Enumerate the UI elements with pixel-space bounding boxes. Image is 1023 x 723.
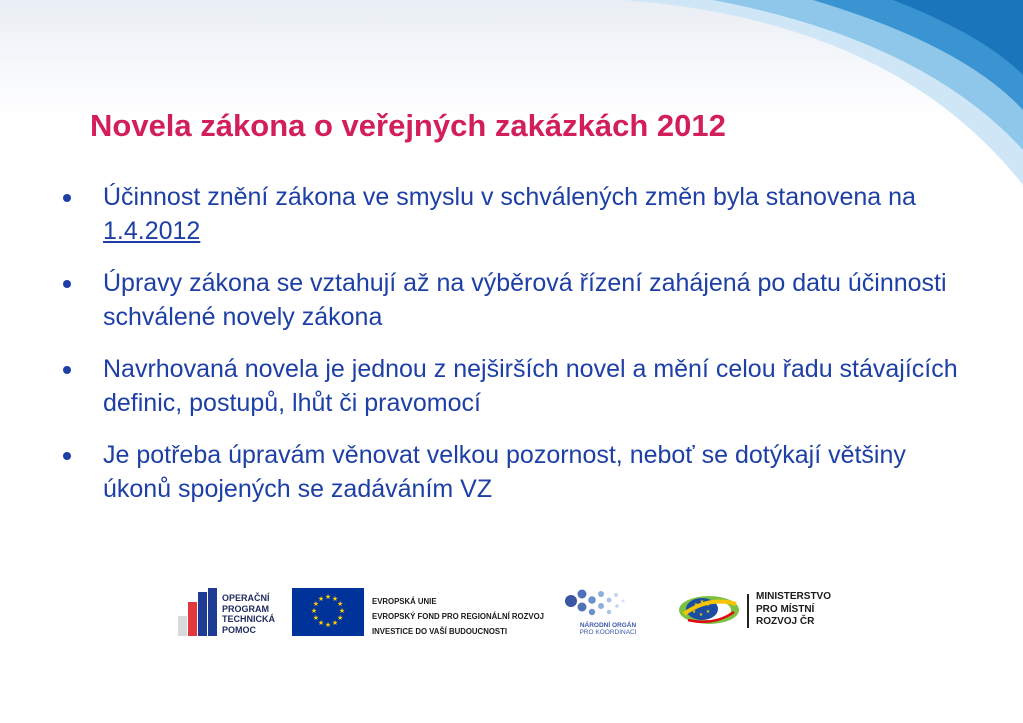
bullet-icon <box>63 452 71 460</box>
svg-text:★: ★ <box>691 609 697 615</box>
svg-text:★: ★ <box>705 602 711 608</box>
svg-text:★: ★ <box>699 599 705 605</box>
bullet-text: Navrhovaná novela je jednou z nejširších novel a mění celou řadu stávajících definic, postupů, lhůt či pravomocí <box>103 355 958 417</box>
mmr-logo-line: PRO MÍSTNÍ <box>756 603 815 615</box>
optp-logo-line: OPERAČNÍ <box>222 593 270 603</box>
bullet-text: Úpravy zákona se vztahují až na výběrová řízení zahájená po datu účinnosti schválené novely zákona <box>103 269 947 331</box>
narodni-organ-logo-icon <box>562 585 632 625</box>
svg-text:★: ★ <box>317 594 325 603</box>
svg-text:★: ★ <box>310 607 318 615</box>
bullet-item <box>60 438 980 506</box>
eu-logo-text <box>372 594 544 639</box>
svg-text:★: ★ <box>338 607 346 615</box>
slide-title: Novela zákona o veřejných zakázkách 2012 <box>90 108 726 143</box>
svg-text:★: ★ <box>693 602 699 608</box>
mmr-logo-text <box>756 591 831 629</box>
narodni-organ-logo-line: NÁRODNÍ ORGÁN <box>579 622 637 629</box>
bullet-text: Účinnost znění zákona ve smyslu v schválených změn byla stanovena na <box>103 183 916 211</box>
svg-text:★: ★ <box>336 614 344 622</box>
mmr-logo-line: MINISTERSTVO <box>756 591 832 602</box>
svg-text:★: ★ <box>331 594 339 603</box>
eu-logo-line: EVROPSKÝ FOND PRO REGIONÁLNÍ ROZVOJ <box>372 612 544 621</box>
bullet-item <box>60 180 980 248</box>
svg-text:★: ★ <box>324 593 332 601</box>
optp-logo-line: TECHNICKÁ <box>222 614 275 624</box>
optp-logo-line: PROGRAM <box>222 603 269 614</box>
bullet-item <box>60 352 980 420</box>
bullet-icon <box>63 366 71 374</box>
narodni-organ-logo-line: PRO KOORDINACI <box>579 629 637 636</box>
optp-logo-line: POMOC <box>222 624 257 635</box>
mmr-logo-line: ROZVOJ ČR <box>756 616 815 627</box>
mmr-logo-icon <box>678 590 740 630</box>
narodni-organ-logo-text <box>568 622 648 636</box>
corner-swoosh-decoration <box>563 0 1023 200</box>
bullet-list <box>60 180 980 524</box>
bullet-text: Je potřeba úpravám věnovat velkou pozornost, neboť se dotýkají většiny úkonů spojených se zadáváním VZ <box>103 441 906 503</box>
svg-text:★: ★ <box>705 609 711 615</box>
optp-logo-icon <box>178 588 218 636</box>
bullet-icon <box>63 280 71 288</box>
effective-date-link[interactable]: 1.4.2012 <box>103 217 201 245</box>
eu-flag-icon <box>292 588 364 636</box>
optp-logo-text <box>222 593 275 635</box>
svg-text:★: ★ <box>312 614 320 622</box>
svg-text:★: ★ <box>331 619 339 628</box>
svg-text:★: ★ <box>324 621 332 629</box>
bullet-icon <box>63 194 71 202</box>
svg-text:★: ★ <box>698 612 704 618</box>
svg-text:★: ★ <box>317 619 325 628</box>
eu-logo-line: INVESTICE DO VAŠÍ BUDOUCNOSTI <box>372 627 508 636</box>
svg-text:★: ★ <box>312 600 320 608</box>
bullet-item <box>60 266 980 334</box>
eu-logo-line: EVROPSKÁ UNIE <box>372 597 437 606</box>
svg-text:★: ★ <box>336 600 344 608</box>
mmr-logo-divider <box>747 594 749 628</box>
